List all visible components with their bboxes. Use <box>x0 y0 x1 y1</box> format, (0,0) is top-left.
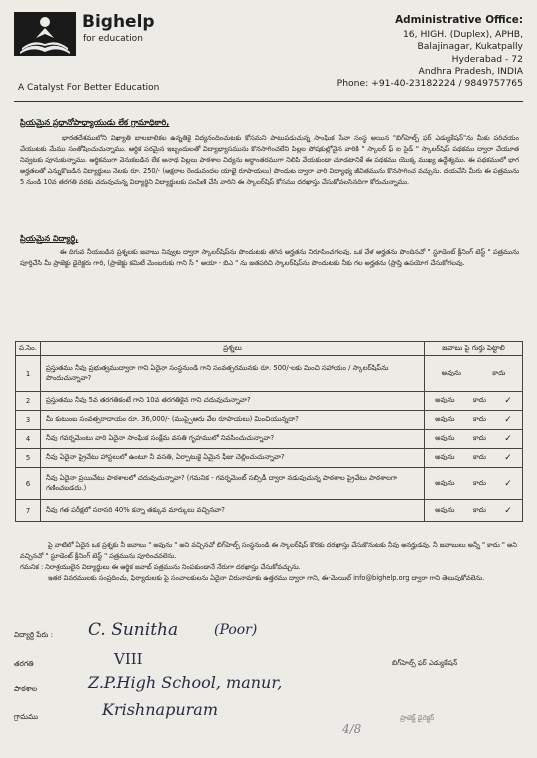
row-number: 4 <box>16 430 41 449</box>
student-name-value[interactable]: C. Sunitha <box>88 620 179 640</box>
table-row <box>16 411 523 430</box>
table-row <box>16 430 523 449</box>
contact-note: ఇతర వివరములకు సంప్రదించు, ఫిర్యాదులకు పై సంచాలకులను ఏదైనా చిరునామాకు ఉత్తరము ద్వారా గాని, ఈ-మెయిల్ info@bighelp.org ద్వారా గాని తెలుపుకోవలెను. <box>48 574 485 582</box>
row-number: 3 <box>16 411 41 430</box>
answer-no[interactable]: కాదు <box>472 434 486 442</box>
office-phone: Phone: +91-40-23182224 / 9849757765 <box>336 78 523 90</box>
row-question: మీ కుటుంబ సంవత్సరాదాయం రూ. 36,000/- (ముప్పైఆరు వేల రూపాయలు) మించియున్నదా? <box>41 411 425 430</box>
office-line: Balajinagar, Kukatpally <box>417 41 523 53</box>
row-number: 7 <box>16 500 41 522</box>
answer-no[interactable]: కాదు <box>492 368 506 377</box>
answer-no[interactable]: కాదు <box>472 396 486 404</box>
table-row <box>16 468 523 500</box>
row-number: 2 <box>16 392 41 411</box>
row-question: నీవు ఏదైనా ప్రైవేటు హాస్టలులో ఉంటూ నీ వసతి, ఏర్పాటుకై ఏమైన ఫీజు చెల్లించుచున్నావా? <box>41 449 425 468</box>
answer-yes[interactable]: అవును <box>435 505 455 514</box>
table-row <box>16 500 523 522</box>
intro-paragraph: భారతదేశములోని విఖ్యాతి బాలబాలికల ఉన్నతికై విద్యనందించుటకు కోసమని పాటుపడుచున్న సాంఘిక సేవా సంస్థ అయిన "బిగ్‌హెల్ప్ ఫర్ ఎడ్యుకేషన్"ను మీకు పరిచయం చేయుటకు మేము సంతోషించుచున్నాము. ఆర్థిక పరమైన ఇబ్బందులతో విద్యాభ్యాసమును కొనసాగించలేని పిల్లల పోషకుల్లోనైన వారికి " స్కాలర్ ఫ్ ఐ సైడ్ " స్కాలర్‌షిప్ పథకము ద్వారా చేయూత నివ్వటకు పూనుకున్నాము. ఆర్థికముగా వెనుకబడిన లేక అనాథ పిల్లలు పాఠశాల విద్యను అర్థాంతరముగా నిలిపి వేయకుండా చూడటానికే ఈ పథకము యొక్క ముఖ్య ఉద్దేశ్యము. ఈ పథకములో భాగ అర్హతలతో ఎన్నుకొబడిన విద్యార్థులు నెలకు రూ. 250/- (అక్షరాల రెండువందల యాభై రూపాయలు) పొందుట ద్వారా వారి విద్యాభ్య జీవితమును కొనసాగించ వచ్చును. దయచేసి మీరు ఈ పత్రమును 5 నుండి 10వ తరగతి వరకు చదువుచున్న విద్యార్థిని విద్యార్థులకు పంపిణి చేసి వారిని ఈ స్కాలర్‌షిప్ కోసము దరఖాస్తు చేసుకోవలసినదిగా కోరుచున్నాము. <box>20 134 519 186</box>
checkmark-icon: ✓ <box>504 396 512 406</box>
answer-yes[interactable]: అవును <box>441 368 461 377</box>
answer-cell <box>425 392 523 411</box>
eligibility-questions-table <box>15 341 523 522</box>
village-value[interactable]: Krishnapuram <box>102 700 218 719</box>
row-number: 6 <box>16 468 41 500</box>
student-greeting: ప్రియమైన విద్యార్థి, <box>20 234 79 243</box>
answer-cell <box>425 449 523 468</box>
school-label: పాఠశాల <box>14 684 38 693</box>
answer-no[interactable]: కాదు <box>472 478 486 487</box>
student-name-label: విద్యార్థి పేరు : <box>14 630 53 639</box>
table-row <box>16 356 523 392</box>
bighelp-logo-icon <box>14 12 76 56</box>
answer-cell <box>425 500 523 522</box>
office-line: Hyderabad - 72 <box>451 53 523 65</box>
answer-no[interactable]: కాదు <box>472 505 486 514</box>
row-question: నీవు గత పరీక్షలో సరాసరి 40% కన్నా తక్కువ మార్కులు వచ్చినవా? <box>41 500 425 522</box>
header-answer: జవాబు పై గుర్తు పెట్టాలి <box>425 342 523 356</box>
office-title: Administrative Office: <box>395 14 523 26</box>
header-questions: ప్రశ్నలు <box>41 342 425 356</box>
row-number: 5 <box>16 449 41 468</box>
answer-yes[interactable]: అవును <box>435 434 455 442</box>
answer-cell <box>425 356 523 392</box>
checkmark-icon: ✓ <box>504 434 512 444</box>
table-header-row <box>16 342 523 356</box>
class-value[interactable]: VIII <box>114 650 143 668</box>
row-question: ప్రస్తుతము నీవు 5వ తరగతికంటే గాని 10వ తరగతికైన గాని చదువుచున్నావా? <box>41 392 425 411</box>
row-question: నీవు గవర్నమెంటు వారి ఏదైనా సాంఘిక సంక్షేమ వసతి గృహములో నివసించుచున్నావా? <box>41 430 425 449</box>
answer-cell <box>425 468 523 500</box>
disqualification-note: పై వాటిలో ఏదైన ఒక ప్రశ్నకు నీ జవాబు " అవును " అని వచ్చినచో బిగ్‌హెల్ప్ సంస్థనుండి ఈ స్కాలర్‌షిప్ కొరకు దరఖాస్తు చేసుకొనుటకు నీవు అనర్హుడవు. నీ జవాబులు అన్నీ " కాదు " అని వచ్చినచో " స్టూడెంట్ క్రీనింగ్ టెస్ట్ " పత్రమును పూరించవలెను. <box>20 541 517 560</box>
checkmark-icon: ✓ <box>504 505 512 516</box>
signature-role: ప్రాజెక్ట్ డైరెక్టర్ <box>400 714 435 722</box>
class-label: తరగతి <box>14 659 34 668</box>
office-address <box>283 13 523 90</box>
eligibility-paragraph: ఈ దిగువ నీయబడిన ప్రశ్నలకు జవాబు నివ్వుట ద్వారా స్కాలర్‌షిప్‌ను పొందుటకు తగిన అర్హతను నిరూపించగలవు. ఒక వేళ అర్హతను పొందినచో " స్టూడెంట్ క్రీనింగ్ టెస్ట్ " పత్రమును పూర్తిచేసి మీ ప్రాజెక్టు డైరెక్టరు గారి, (ప్రాజెక్టు కమిటీ మెంబరుకు గాని సీ " అయా - బిఎ " ను జతపరిచి స్కాలర్‌షిప్‌ను పొందుటకు నీకు గల అర్హతను (ప్రాప్తి ఉపయోగ చేసుకోగలవు. <box>20 248 519 267</box>
answer-yes[interactable]: అవును <box>435 478 455 487</box>
student-name-note: (Poor) <box>214 622 258 638</box>
row-question: ప్రస్తుతము నీవు ప్రభుత్వముద్వారా గాని ఏదైనా సంస్థనుండి గాని సంవత్సరమునకు రూ. 500/-లకు మించి సహాయం / స్కాలర్‌షిప్‌ను పొందుచున్నావా? <box>41 356 425 392</box>
answer-no[interactable]: కాదు <box>472 415 486 423</box>
answer-yes[interactable]: అవును <box>435 396 455 404</box>
checkmark-icon: ✓ <box>504 478 512 489</box>
header-divider <box>14 101 523 102</box>
office-line: 16, HIGH. (Duplex), APHB, <box>402 29 523 40</box>
brand-subtitle: for education <box>83 34 143 44</box>
signature-organisation: బిగ్‌హెల్ప్ ఫర్ ఎడ్యుకేషన్ <box>392 659 458 667</box>
row-number: 1 <box>16 356 41 392</box>
header-serial: ప.సెం. <box>16 342 41 356</box>
checkmark-icon: ✓ <box>504 415 512 425</box>
brand-name: Bighelp <box>82 12 155 32</box>
table-row <box>16 392 523 411</box>
answer-cell <box>425 430 523 449</box>
answer-yes[interactable]: అవును <box>435 453 455 461</box>
office-line: Andhra Pradesh, INDIA <box>418 65 523 77</box>
orphan-note: గమనిక : నిరాశ్రయులైన విద్యార్థులు ఈ ఆర్థిక జవాబ్ పత్రమును నింపకుండానే నేరుగా దరఖాస్తు చేసుకోవచ్చును. <box>20 563 301 571</box>
tagline: A Catalyst For Better Education <box>18 83 160 93</box>
answer-cell <box>425 411 523 430</box>
answer-no[interactable]: కాదు <box>472 453 486 461</box>
table-row <box>16 449 523 468</box>
school-value[interactable]: Z.P.High School, manur, <box>88 673 283 692</box>
margin-note: 4/8 <box>342 722 362 736</box>
salutation: ప్రియమైన ప్రధానోపాధ్యాయుడు లేక గ్రామాధికారి, <box>20 118 170 127</box>
checkmark-icon: ✓ <box>504 453 512 463</box>
row-question: నీవు ఏదైనా ప్రయివేటు పాఠశాలలో చదువుచున్నావా? (గమనిక - గవర్నమెంట్ సబ్సిడీ ద్వారా నడుపుచున్న పాఠశాల ప్రైవేటు పాఠశాలగా గణించబడదు.) <box>41 468 425 500</box>
answer-yes[interactable]: అవును <box>435 415 455 423</box>
village-label: గ్రామము <box>14 712 39 721</box>
